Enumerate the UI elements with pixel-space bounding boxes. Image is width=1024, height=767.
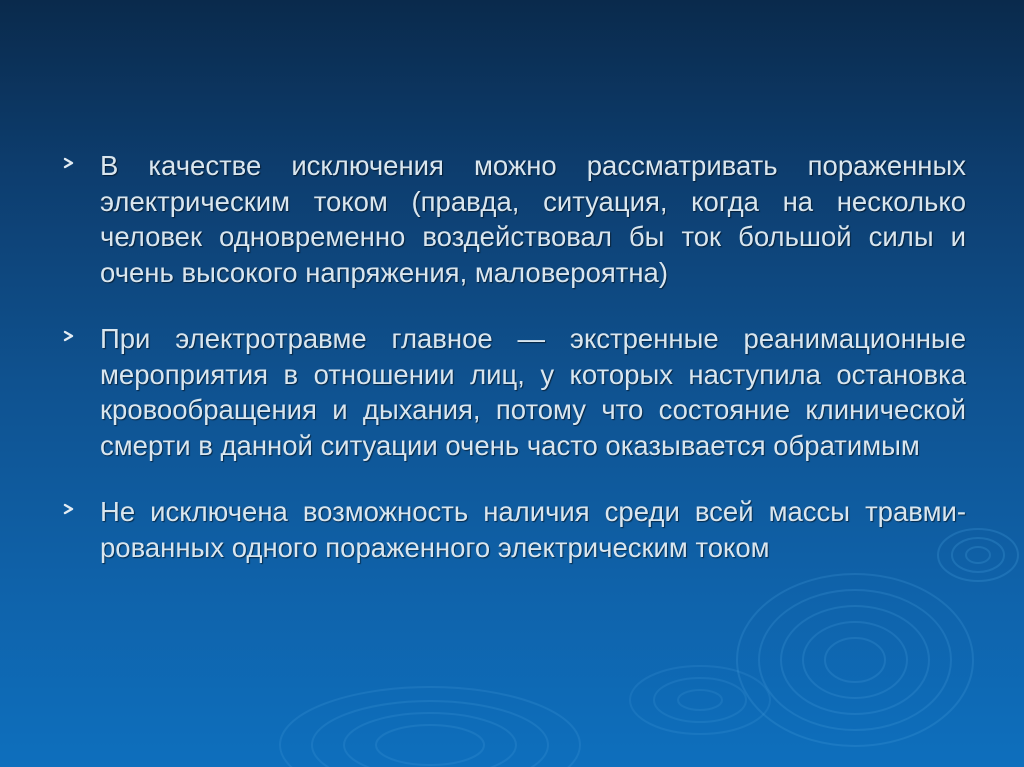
ripple-bottom-mid (630, 666, 770, 734)
bullet-text: При электротравме главное — экстренные реанимационные мероприятия в отношении лиц, у которых наступила остановка кровообращения и дыхания, потому что состояние клинической смерти в данной ситуации очень часто оказывается обратимым (100, 323, 966, 461)
bullet-item (62, 148, 966, 290)
bullet-item (62, 321, 966, 463)
ripple-large (737, 574, 973, 746)
chevron-right-icon (62, 150, 76, 176)
bullet-text: В качестве исключения можно рассматривать пораженных электрическим током (правда, ситуация, когда на несколько человек одновременно воздействовал бы ток большой силы и очень высокого напряжения, маловероятна) (100, 150, 966, 288)
bullet-text: Не исключена возможность наличия среди всей массы травми-рованных одного пораженного электрическим током (100, 496, 966, 563)
ripple-bottom-left (280, 687, 580, 767)
chevron-right-icon (62, 323, 76, 349)
chevron-right-icon (62, 496, 76, 522)
bullet-list (62, 148, 966, 596)
bullet-item (62, 494, 966, 565)
